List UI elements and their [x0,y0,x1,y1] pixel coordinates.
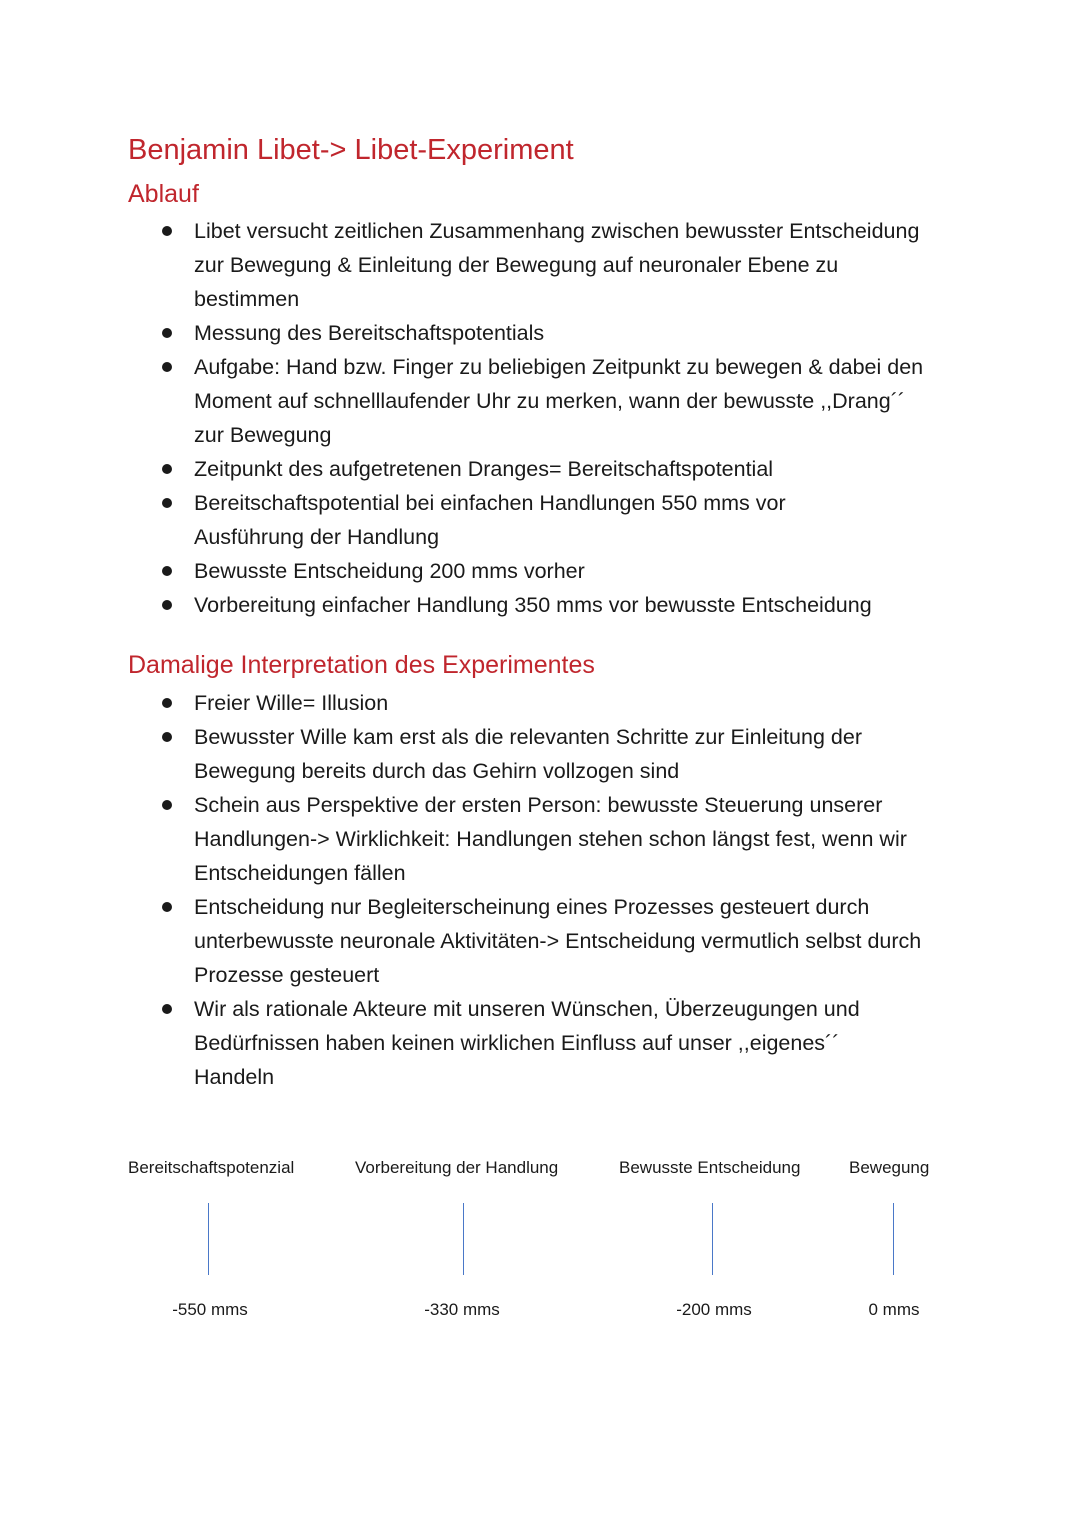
timeline-value-vorbereitung: -330 mms [424,1300,500,1319]
bullet-icon [162,498,172,508]
timeline-tick-vorbereitung [463,1203,464,1275]
list-item [160,720,939,788]
list-item-text: Bewusster Wille kam erst als die relevanten Schritte zur Einleitung der Bewegung bereits durch das Gehirn vollzogen sind [194,725,862,783]
list-item [160,588,950,622]
bullet-icon [162,226,172,236]
list-item-text: Aufgabe: Hand bzw. Finger zu beliebigen Zeitpunkt zu bewegen & dabei den Moment auf schnelllaufender Uhr zu merken, wann der bewusste ,,Drang´´ zur Bewegung [194,355,924,447]
timeline-tick-entscheidung [712,1203,713,1275]
bullet-icon [162,1004,172,1014]
timeline-label-bewegung: Bewegung [849,1158,930,1177]
list-item [160,554,950,588]
list-item-text: Schein aus Perspektive der ersten Person: bewusste Steuerung unserer Handlungen-> Wirklichkeit: Handlungen stehen schon längst fest, wenn wir Entscheidungen fällen [194,793,907,885]
bullet-list-ablauf [160,214,950,622]
list-item [160,350,939,452]
list-item-text: Libet versucht zeitlichen Zusammenhang zwischen bewusster Entscheidung zur Bewegung & Einleitung der Bewegung auf neuronaler Ebene zu bestimmen [194,219,920,311]
page-title: Benjamin Libet-> Libet-Experiment [128,134,574,166]
bullet-icon [162,600,172,610]
list-item [160,686,950,720]
timeline-tick-bereitschaftspotenzial [208,1203,209,1275]
section-heading-ablauf: Ablauf [128,180,199,208]
bullet-icon [162,566,172,576]
list-item [160,486,884,554]
list-item-text: Bereitschaftspotential bei einfachen Handlungen 550 mms vor Ausführung der Handlung [194,491,786,549]
list-item-text: Bewusste Entscheidung 200 mms vorher [194,559,585,583]
section-heading-interpretation: Damalige Interpretation des Experimentes [128,651,595,679]
timeline-label-bereitschaftspotenzial: Bereitschaftspotenzial [128,1158,295,1177]
list-item [160,214,929,316]
bullet-icon [162,732,172,742]
list-item-text: Zeitpunkt des aufgetretenen Dranges= Bereitschaftspotential [194,457,774,481]
bullet-icon [162,902,172,912]
list-item [160,452,950,486]
bullet-icon [162,464,172,474]
timeline-value-bereitschaftspotenzial: -550 mms [172,1300,248,1319]
list-item [160,992,924,1094]
bullet-icon [162,362,172,372]
bullet-list-interpretation [160,686,950,1094]
timeline-value-entscheidung: -200 mms [676,1300,752,1319]
list-item [160,316,950,350]
bullet-icon [162,698,172,708]
timeline-label-vorbereitung: Vorbereitung der Handlung [355,1158,559,1177]
bullet-icon [162,328,172,338]
list-item-text: Freier Wille= Illusion [194,691,389,715]
list-item-text: Entscheidung nur Begleiterscheinung eines Prozesses gesteuert durch unterbewusste neuronale Aktivitäten-> Entscheidung vermutlich selbst durch Prozesse gesteuert [194,895,922,987]
list-item-text: Messung des Bereitschaftspotentials [194,321,545,345]
list-item [160,788,939,890]
timeline-value-bewegung: 0 mms [868,1300,920,1319]
timeline-tick-bewegung [893,1203,894,1275]
bullet-icon [162,800,172,810]
list-item-text: Wir als rationale Akteure mit unseren Wünschen, Überzeugungen und Bedürfnissen haben keinen wirklichen Einfluss auf unser ,,eigenes´´ Handeln [194,997,860,1089]
list-item [160,890,939,992]
timeline-label-entscheidung: Bewusste Entscheidung [619,1158,801,1177]
list-item-text: Vorbereitung einfacher Handlung 350 mms vor bewusste Entscheidung [194,593,872,617]
